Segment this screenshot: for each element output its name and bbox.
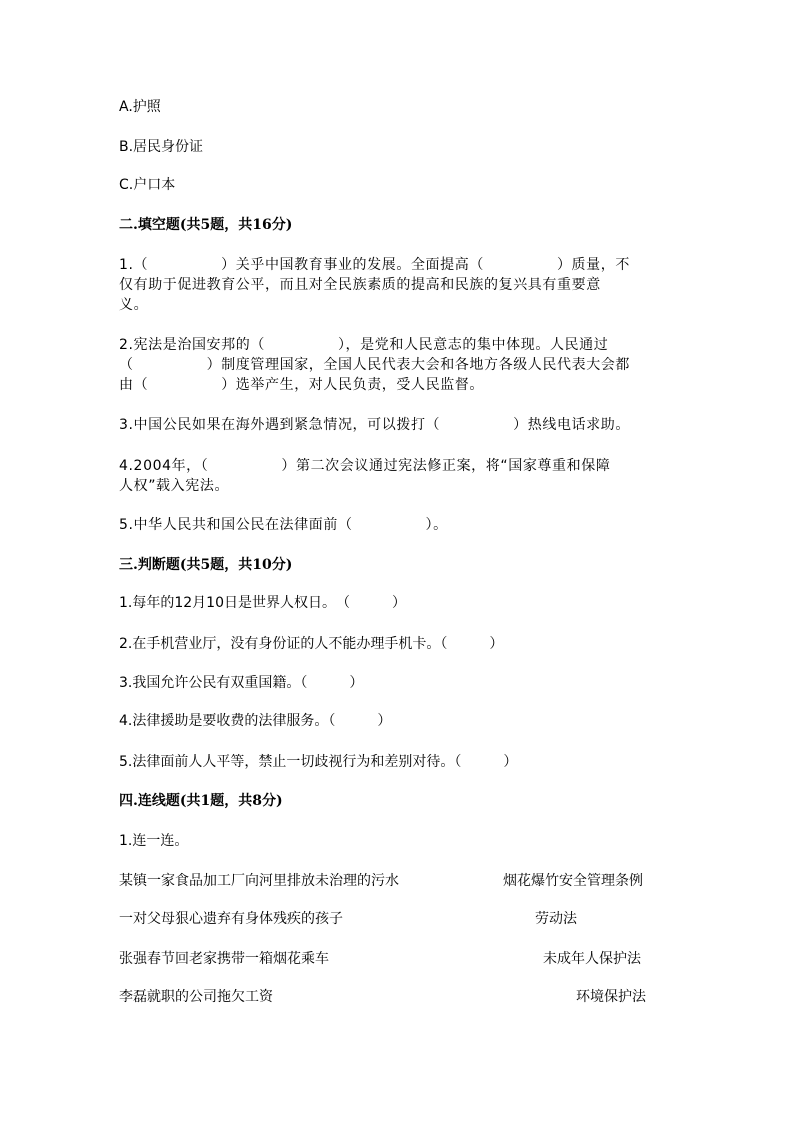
matching-right-3: 未成年人保护法 bbox=[543, 951, 641, 967]
tf-item-5: 5.法律面前人人平等，禁止一切歧视行为和差别对待。（ ） bbox=[119, 754, 518, 770]
option-a: A.护照 bbox=[119, 99, 161, 115]
fill-q3: 3.中国公民如果在海外遇到紧急情况，可以拨打（ ）热线电话求助。 bbox=[119, 417, 630, 433]
option-c: C.户口本 bbox=[119, 177, 176, 193]
fill-q1-line3: 义。 bbox=[119, 297, 149, 313]
fill-q2-line3: 由（ ）选举产生，对人民负责，受人民监督。 bbox=[119, 377, 484, 393]
section-heading-matching: 四.连线题(共1题，共8分) bbox=[119, 793, 283, 809]
tf-item-3: 3.我国允许公民有双重国籍。（ ） bbox=[119, 675, 364, 691]
fill-q4-line2: 人权”载入宪法。 bbox=[119, 478, 230, 494]
matching-q1: 1.连一连。 bbox=[119, 833, 189, 849]
tf-item-1: 1.每年的12月10日是世界人权日。 （ ） bbox=[119, 595, 406, 611]
section-heading-true-false: 三.判断题(共5题，共10分) bbox=[119, 557, 293, 573]
fill-q5: 5.中华人民共和国公民在法律面前（ ）。 bbox=[119, 517, 448, 533]
tf-item-2: 2.在手机营业厅，没有身份证的人不能办理手机卡。（ ） bbox=[119, 636, 504, 652]
matching-left-4: 李磊就职的公司拖欠工资 bbox=[119, 989, 273, 1005]
tf-item-4: 4.法律援助是要收费的法律服务。（ ） bbox=[119, 713, 392, 729]
fill-q4-line1: 4.2004年，（ ）第二次会议通过宪法修正案，将“国家尊重和保障 bbox=[119, 458, 611, 474]
fill-q2-line1: 2.宪法是治国安邦的（ ），是党和人民意志的集中体现。人民通过 bbox=[119, 337, 609, 353]
matching-left-2: 一对父母狠心遗弃有身体残疾的孩子 bbox=[119, 911, 343, 927]
matching-right-4: 环境保护法 bbox=[576, 989, 646, 1005]
matching-left-3: 张强春节回老家携带一箱烟花乘车 bbox=[119, 951, 329, 967]
fill-q2-line2: （ ）制度管理国家，全国人民代表大会和各地方各级人民代表大会都 bbox=[119, 357, 630, 373]
matching-right-2: 劳动法 bbox=[535, 911, 577, 927]
matching-left-1: 某镇一家食品加工厂向河里排放未治理的污水 bbox=[119, 873, 399, 889]
section-heading-fill-blank: 二.填空题(共5题，共16分) bbox=[119, 217, 293, 233]
matching-right-1: 烟花爆竹安全管理条例 bbox=[503, 873, 643, 889]
fill-q1-line2: 仅有助于促进教育公平，而且对全民族素质的提高和民族的复兴具有重要意 bbox=[119, 277, 601, 293]
fill-q1-line1: 1.（ ）关乎中国教育事业的发展。全面提高（ ）质量，不 bbox=[119, 257, 630, 273]
option-b: B.居民身份证 bbox=[119, 139, 204, 155]
